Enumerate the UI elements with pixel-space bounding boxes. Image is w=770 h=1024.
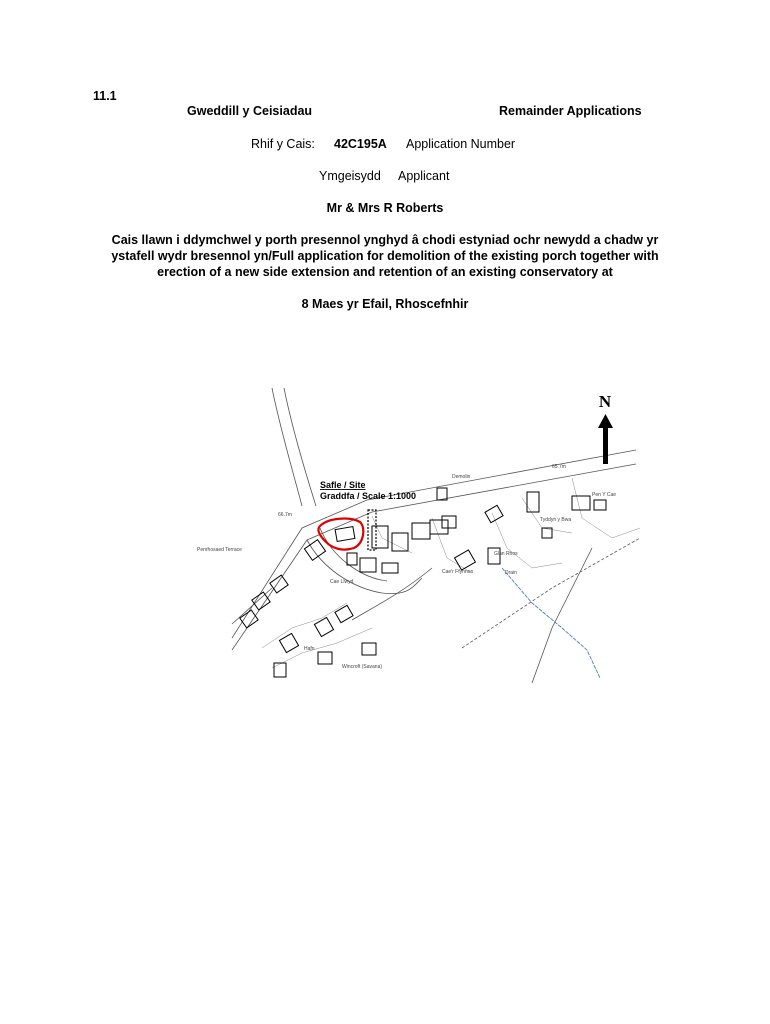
site-label: Safle / Site [320,480,366,490]
label-cae-llwyd: Cae Llwyd [330,579,354,585]
label-stream: Drain [505,570,517,576]
label-terrace: Penrhosaed Terrace [197,547,242,553]
label-level-2: 65.7m [552,464,566,470]
map-stream [502,568,600,678]
site-address: 8 Maes yr Efail, Rhoscefnhir [301,297,469,311]
label-level-1: 66.7m [278,512,292,518]
north-letter: N [598,392,612,411]
header-left-welsh: Gweddill y Ceisiadau [187,104,313,118]
description-line-1: Cais llawn i ddymchwel y porth presennol ynghyd â chodi estyniad ochr newydd a chadw yr [111,233,659,247]
header-right-english: Remainder Applications [499,104,642,118]
north-arrow [598,392,613,464]
description-line-3: erection of a new side extension and retention of an existing conservatory at [157,265,613,279]
scale-label: Graddfa / Scale 1:1000 [320,491,417,501]
application-number: 42C195A [334,137,387,151]
label-pen-y-cae: Pen Y Cae [592,492,617,498]
label-cae-ffynnon: Cae'r Ffynnon [442,569,474,575]
map-drawing [197,388,640,683]
description-line-2: ystafell wydr bresennol yn/Full application for demolition of the existing porch together with [111,249,659,263]
label-wincroft: Wincroft (Savana) [342,664,383,670]
applicant-label-welsh: Ymgeisydd [319,169,381,183]
application-number-label-welsh: Rhif y Cais: [251,137,315,151]
site-boundary-outline [318,519,363,550]
label-glan-rhos: Glan Rhos [494,551,518,557]
site-location-map [197,388,640,683]
label-tyddyn: Tyddyn y Bwa [540,517,572,523]
section-number: 11.1 [93,89,117,103]
applicant-label-english: Applicant [398,169,450,183]
label-hafn: Hafn [304,646,315,652]
application-number-label-english: Application Number [406,137,516,151]
applicant-name: Mr & Mrs R Roberts [326,201,444,215]
map-roads [232,388,640,683]
label-demolin: Demolin [452,474,471,480]
